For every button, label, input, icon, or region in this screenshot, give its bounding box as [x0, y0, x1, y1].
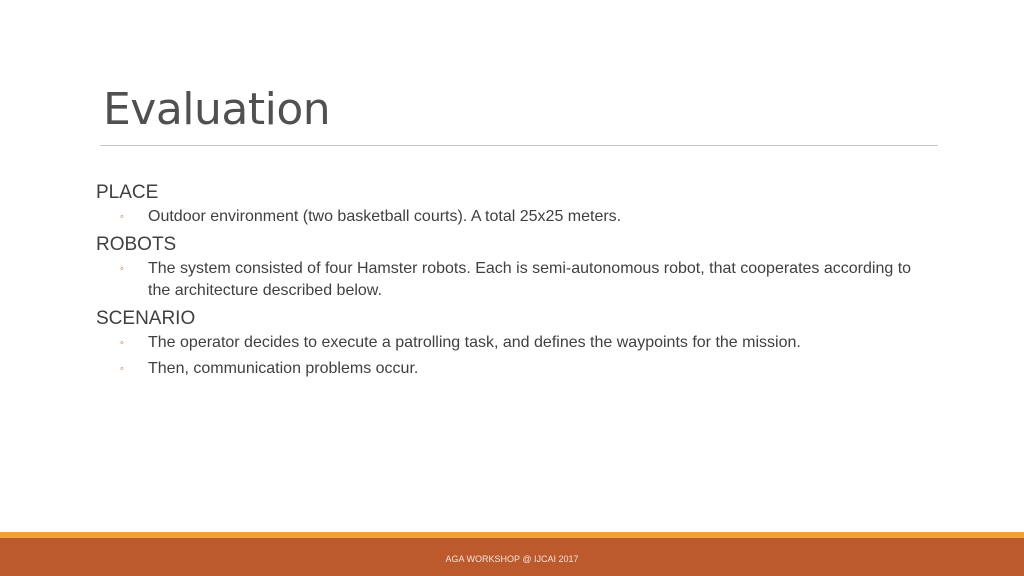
circle-bullet-icon: ◦ — [120, 211, 124, 223]
bullet-item — [96, 358, 926, 380]
section-heading-scenario: SCENARIO — [96, 308, 196, 329]
bullet-list-robots — [96, 258, 926, 302]
bullet-text: Then, communication problems occur. — [148, 360, 419, 377]
slide-title: Evaluation — [103, 84, 331, 135]
footer-text: AGA WORKSHOP @ IJCAI 2017 — [445, 554, 579, 564]
bullet-text: The system consisted of four Hamster robots. Each is semi-autonomous robot, that cooperates according to the architecture described below. — [148, 260, 912, 299]
section-heading-robots: ROBOTS — [96, 234, 177, 255]
bullet-item — [96, 206, 926, 228]
section-heading-place: PLACE — [96, 182, 159, 203]
title-divider — [100, 145, 938, 146]
bullet-text: The operator decides to execute a patrolling task, and defines the waypoints for the mission. — [148, 334, 801, 351]
circle-bullet-icon: ◦ — [120, 263, 124, 275]
section-robots — [96, 232, 926, 302]
section-place — [96, 180, 926, 228]
circle-bullet-icon: ◦ — [120, 363, 124, 375]
slide-content — [96, 180, 926, 384]
bullet-item — [96, 258, 926, 302]
bullet-list-scenario — [96, 332, 926, 380]
bullet-item — [96, 332, 926, 354]
section-scenario — [96, 306, 926, 380]
bullet-text: Outdoor environment (two basketball courts). A total 25x25 meters. — [148, 208, 622, 225]
circle-bullet-icon: ◦ — [120, 337, 124, 349]
bullet-list-place — [96, 206, 926, 228]
